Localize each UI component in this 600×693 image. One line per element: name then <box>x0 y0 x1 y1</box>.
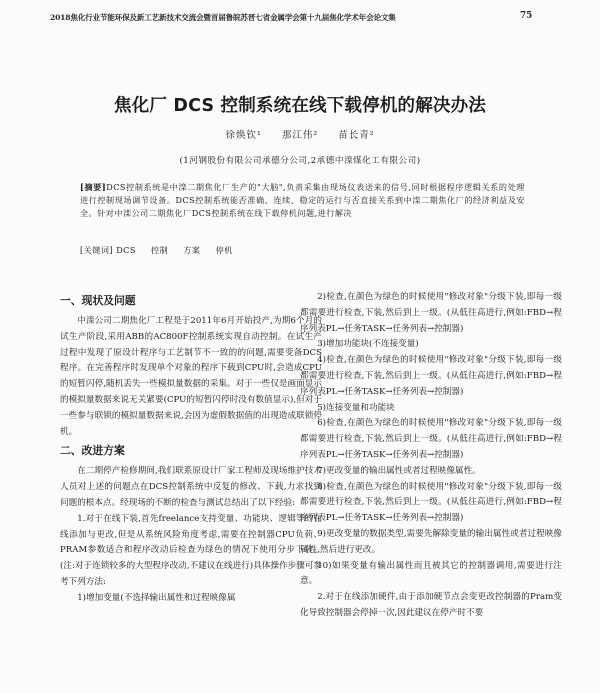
keywords-label: [关键词] <box>80 245 114 255</box>
procedure-step: 6)检查,在颜色为绿色的时候使用"修改对象"分级下装,即每一级都需要进行检查,下装,然后到上一级。(从低往高进行,例如:FBD→程序列表PL→任务TASK→任务列表→控制器) <box>300 418 562 460</box>
keywords <box>80 245 525 256</box>
procedure-step: 3)增加功能块(不连接变量) <box>317 339 419 350</box>
body-paragraph: 在二期停产检修期间,我们联系原设计厂家工程师及现场维护技术人员对上述的问题点在DCS控制系统中反复的修改、下载,力求找到问题的根本点。经现场的不断的检查与测试总结出了以下经验: <box>60 466 322 508</box>
body-paragraph: 中滦公司二期焦化厂工程是于2011年6月开始投产,为期6个月的试生产阶段,采用ABB的AC800F控制系统实现自动控制。在试生产过程中发现了原设计程序与工艺制节不一致的的问题,需要变备DCS程序。在完善程序时发现单个对象的程序下载到CPU时,会造成CPU的短暂闪停,随机丢失一些模拟量数据的采集。对于一些仅是画面显示的模拟量数据来说无关紧要(CPU的短暂闪停时没有数值显示),但对于一些参与联锁的模拟量数据来说,会因为虚假数据值的出现造成联锁停机。 <box>60 316 322 437</box>
abstract-label: [摘要] <box>80 182 107 192</box>
author-name: 徐焕钦¹ <box>225 130 262 141</box>
affiliation: (1河钢股份有限公司承德分公司,2承德中滦煤化工有限公司) <box>179 156 421 166</box>
running-title: 2018焦化行业节能环保及新工艺新技术交流会暨首届鲁皖苏晋七省金属学会第十九届焦化学术年会论文集 <box>50 13 396 22</box>
procedure-step: 1)增加变量(不选择输出属性和过程映像属 <box>77 592 236 603</box>
running-header <box>0 10 600 26</box>
right-column <box>300 290 562 622</box>
page-number: 75 <box>520 11 533 21</box>
keyword: 停机 <box>215 245 233 255</box>
abstract <box>80 181 525 219</box>
procedure-step: 5)连接变量和功能块 <box>317 402 395 413</box>
author-name: 苗长青² <box>338 130 375 141</box>
procedure-step: 2)检查,在颜色为绿色的时候使用"修改对象"分级下装,即每一级都需要进行检查,下装,然后到上一级。(从低往高进行,例如:FBD→程序列表PL→任务TASK→任务列表→控制器) <box>300 292 562 334</box>
section-heading: 二、改进方案 <box>60 444 125 458</box>
abstract-text: DCS控制系统是中滦二期焦化厂生产的"大脑",负责采集由现场仪表送来的信号,同时根据程序逻辑关系的处理进行控制现场调节设备。DCS控制系统能否准确、连续、稳定的运行与否直接关系到中滦二期焦化厂的经济利益及安全。针对中滦公司二期焦化厂DCS控制系统在线下载停机问题,进行解决 <box>80 182 525 218</box>
keyword: DCS <box>116 245 136 255</box>
section-heading: 一、现状及问题 <box>60 294 136 307</box>
author-name: 那江伟² <box>281 130 319 141</box>
keyword: 方案 <box>183 245 201 255</box>
procedure-step: 9)更改变量的数据类型,需要先解除变量的输出属性或者过程映像属性,然后进行更改。 <box>300 528 562 555</box>
keyword: 控制 <box>151 245 169 255</box>
numbered-point: 2.对于在线添加硬件,由于添加硬节点会变更改控制器的Pram变化导致控制器会停掉一次,因此建议在停产时不要 <box>300 592 562 618</box>
numbered-point: 1.对于在线下装,首先freelance支持变量、功能块、逻辑等的在线添加与更改,但是从系统风险角度考虑,需要在控制器CPU负荷、PRAM参数适合和程序改动后检查为绿色的情况下使用分步下装。(注:对于连锁较多的大型程序改动,不建议在线进行)具体操作步骤可参考下列方法: <box>60 513 322 587</box>
paper-title: 焦化厂 DCS 控制系统在线下载停机的解决办法 <box>113 96 487 116</box>
procedure-step: 4)检查,在颜色为绿色的时候使用"修改对象"分级下装,即每一级都需要进行检查,下装,然后到上一级。(从低往高进行,例如:FBD→程序列表PL→任务TASK→任务列表→控制器) <box>300 355 562 397</box>
left-column <box>60 290 322 607</box>
procedure-step: 8)检查,在颜色为绿色的时候使用"修改对象"分级下装,即每一级都需要进行检查,下装,然后到上一级。(从低往高进行,例如:FBD→程序列表PL→任务TASK→任务列表→控制器) <box>300 481 562 524</box>
procedure-step: 7)更改变量的输出属性或者过程映像属性。 <box>317 465 481 476</box>
author-list <box>0 127 600 141</box>
procedure-step: 10)如果变量有输出属性而且被其它的控制器调用,需要进行注意。 <box>300 560 562 587</box>
